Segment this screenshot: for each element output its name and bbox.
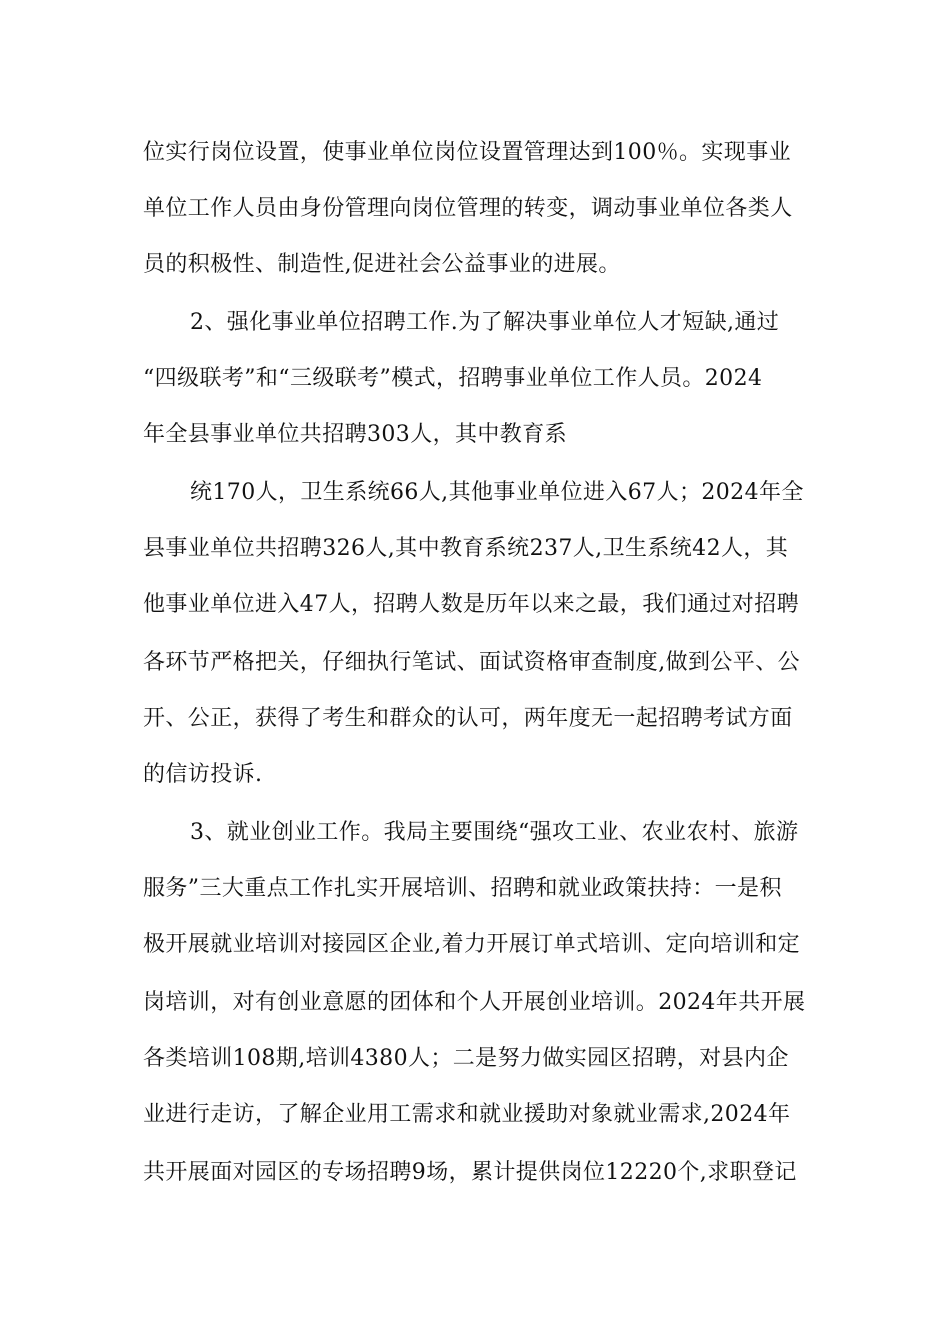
- text-line: 服务”三大重点工作扎实开展培训、招聘和就业政策扶持：一是积: [143, 876, 782, 901]
- text-line: 极开展就业培训对接园区企业,着力开展订单式培训、定向培训和定: [143, 932, 800, 957]
- text-line: 各环节严格把关，仔细执行笔试、面试资格审查制度,做到公平、公: [143, 650, 800, 675]
- text-line: 的信访投诉.: [143, 762, 263, 787]
- text-line: 员的积极性、制造性,促进社会公益事业的进展。: [143, 252, 621, 277]
- text-line: 他事业单位进入47人，招聘人数是历年以来之最，我们通过对招聘: [143, 592, 799, 617]
- text-line: “四级联考”和“三级联考”模式，招聘事业单位工作人员。2024: [143, 366, 763, 391]
- text-line: 年全县事业单位共招聘303人，其中教育系: [143, 422, 567, 447]
- text-line: 单位工作人员由身份管理向岗位管理的转变，调动事业单位各类人: [143, 196, 793, 221]
- text-line: 位实行岗位设置，使事业单位岗位设置管理达到100％。实现事业: [143, 140, 791, 165]
- text-line: 统170人，卫生系统66人,其他事业单位进入67人；2024年全: [190, 480, 804, 505]
- text-line: 业进行走访，了解企业用工需求和就业援助对象就业需求,2024年: [143, 1102, 791, 1127]
- text-line: 开、公正，获得了考生和群众的认可，两年度无一起招聘考试方面: [143, 706, 793, 731]
- text-line: 县事业单位共招聘326人,其中教育系统237人,卫生系统42人，其: [143, 536, 789, 561]
- text-line: 岗培训，对有创业意愿的团体和个人开展创业培训。2024年共开展: [143, 990, 806, 1015]
- text-line: 2、强化事业单位招聘工作.为了解决事业单位人才短缺,通过: [190, 310, 780, 335]
- text-line: 共开展面对园区的专场招聘9场，累计提供岗位12220个,求职登记: [143, 1160, 797, 1185]
- text-line: 3、就业创业工作。我局主要围绕“强攻工业、农业农村、旅游: [190, 820, 799, 845]
- text-line: 各类培训108期,培训4380人；二是努力做实园区招聘，对县内企: [143, 1046, 789, 1071]
